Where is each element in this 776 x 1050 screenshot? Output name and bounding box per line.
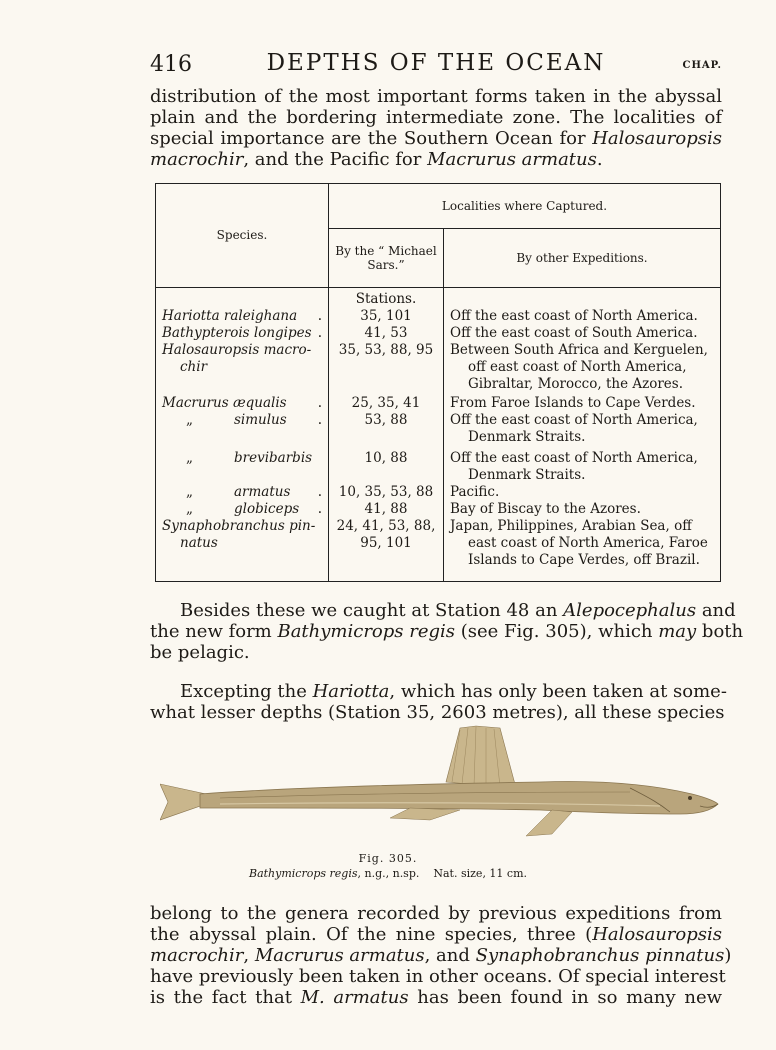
header-species: Species. [156, 184, 329, 288]
text-line: the abyssal plain. Of the nine species, three (Halosauropsis [150, 924, 722, 945]
table-row: „ brevibarbis 10, 88 Off the east coast of North America, Denmark Straits. [156, 446, 721, 484]
figure-label: Fig. 305. [358, 852, 418, 865]
text-line: what lesser depths (Station 35, 2603 metres), all these species [150, 702, 725, 723]
fish-illustration [160, 718, 720, 840]
closing-paragraph [150, 903, 732, 1008]
text-line: special importance are the Southern Ocean for Halosauropsis [150, 128, 722, 149]
table-row: „ globiceps . 41, 88 Bay of Biscay to the Azores. [156, 501, 721, 518]
fish-drawing [160, 726, 718, 836]
intro-paragraph [150, 86, 722, 170]
besides-paragraph [150, 600, 744, 663]
table-row: Hariotta raleighana . 35, 101 Off the east coast of North America. [156, 308, 721, 325]
header-localities: Localities where Captured. [329, 184, 721, 229]
table-row: „ armatus . 10, 35, 53, 88 Pacific. [156, 484, 721, 501]
header-michael-sars: By the “ Michael Sars.” [329, 229, 444, 288]
chapter-label: CHAP. [682, 60, 722, 71]
figure-caption: Bathymicrops regis, n.g., n.sp. Nat. size, 11 cm. [248, 867, 528, 880]
text-line: have previously been taken in other oceans. Of special interest [150, 966, 726, 987]
species-table [155, 183, 721, 582]
text-line: belong to the genera recorded by previous expeditions from [150, 903, 722, 924]
text-line: Excepting the Hariotta, which has only been taken at some- [180, 681, 727, 702]
table-row: Bathypterois longipes . 41, 53 Off the east coast of South America. [156, 325, 721, 342]
table-row: Macrurus æqualis . 25, 35, 41 From Faroe Islands to Cape Verdes. [156, 393, 721, 412]
stations-label: Stations. [329, 291, 444, 308]
text-line: plain and the bordering intermediate zone. The localities of [150, 107, 722, 128]
table-row: „ simulus . 53, 88 Off the east coast of North America, Denmark Straits. [156, 412, 721, 446]
excepting-paragraph [150, 681, 727, 723]
text-line: Besides these we caught at Station 48 an Alepocephalus and [180, 600, 736, 621]
table-row: Synaphobranchus pin- natus 24, 41, 53, 88, 95, 101 Japan, Philippines, Arabian Sea, off east coast of North America, Faroe Islands to Cape Verdes, off Brazil. [156, 518, 721, 582]
text-line: be pelagic. [150, 642, 250, 663]
header-other-expeditions: By other Expeditions. [444, 229, 721, 288]
running-title: DEPTHS OF THE OCEAN [266, 50, 606, 76]
text-line: distribution of the most important forms taken in the abyssal [150, 86, 722, 107]
text-line: is the fact that M. armatus has been found in so many new [150, 987, 723, 1008]
text-line: the new form Bathymicrops regis (see Fig. 305), which may both [150, 621, 744, 642]
page-number: 416 [150, 52, 192, 77]
page-header [150, 44, 722, 84]
text-line: macrochir, Macrurus armatus, and Synaphobranchus pinnatus) [150, 945, 732, 966]
table-row: Halosauropsis macro- chir 35, 53, 88, 95 Between South Africa and Kerguelen, off east coast of North America, Gibraltar, Morocco, the Azores. [156, 342, 721, 393]
text-line: macrochir, and the Pacific for Macrurus armatus. [150, 149, 603, 170]
